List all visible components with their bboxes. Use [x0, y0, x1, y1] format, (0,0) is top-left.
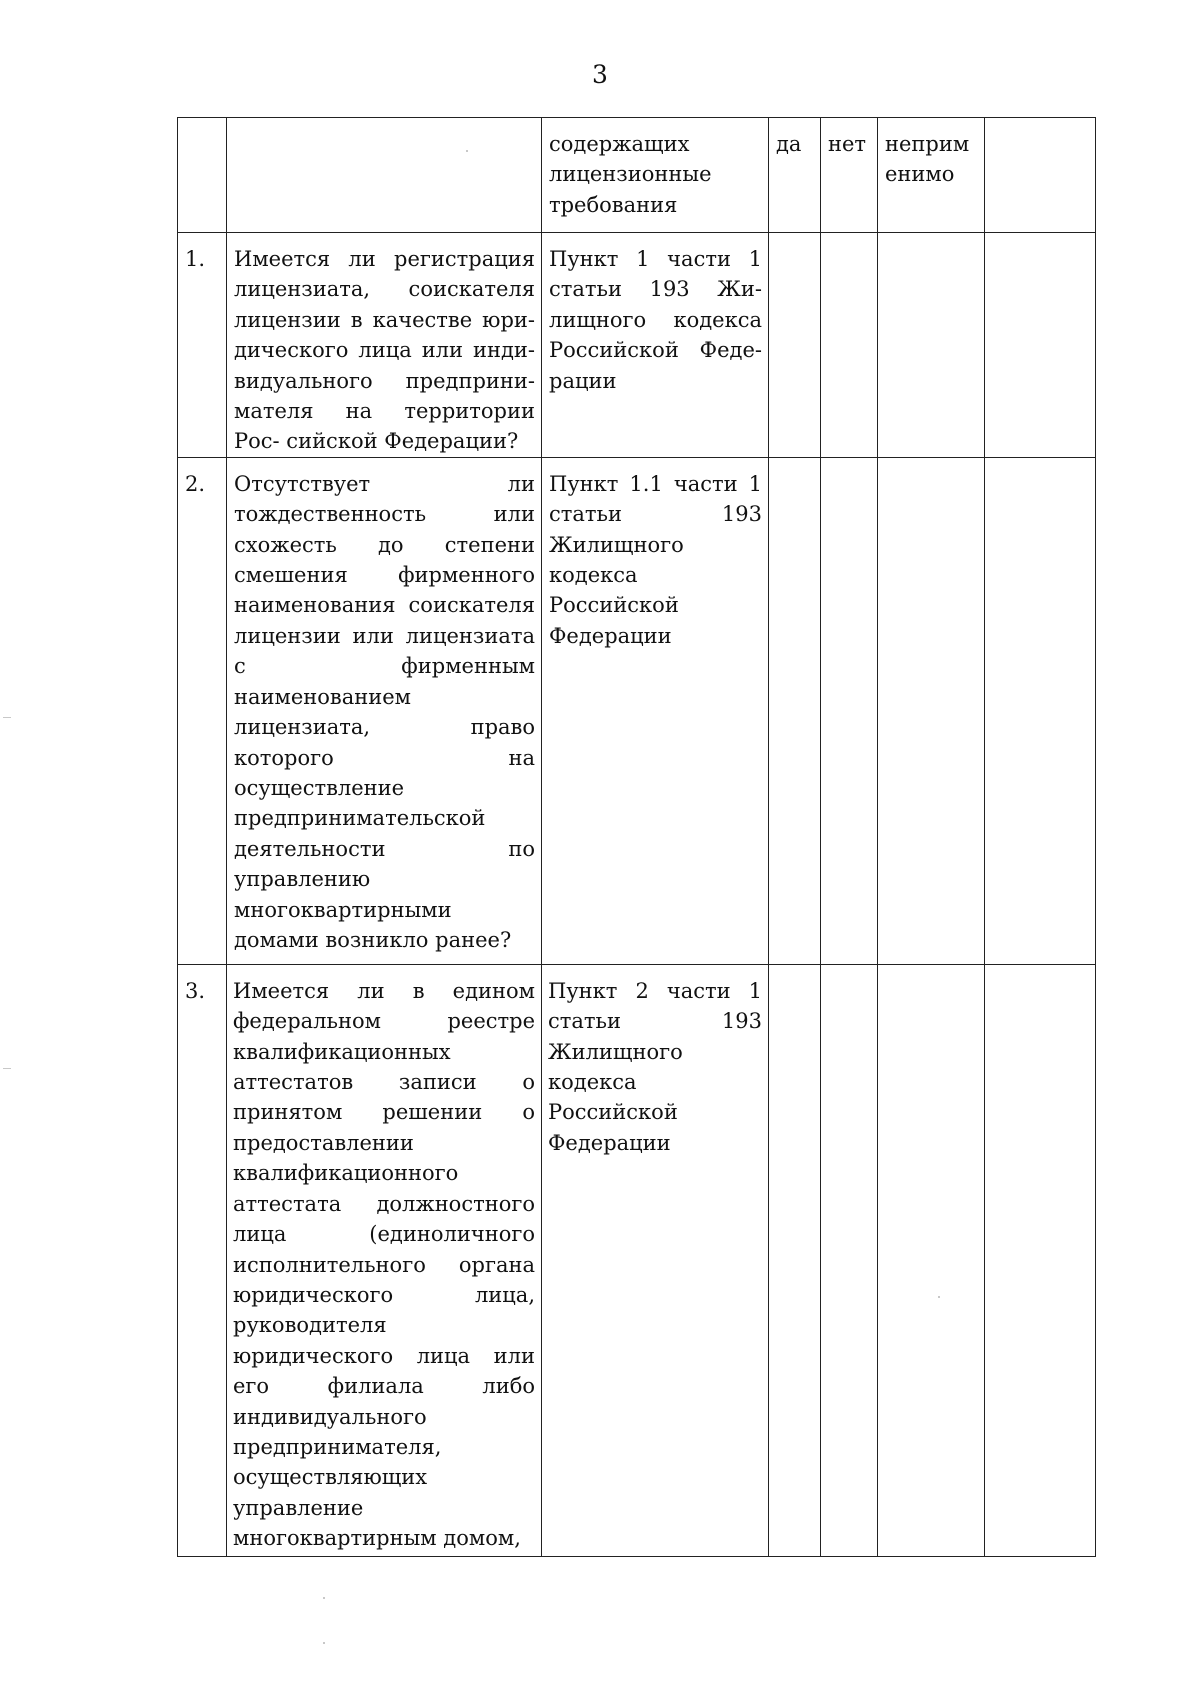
- row-legal-reference: Пункт 1.1 части 1 статьи 193 Жилищного кодекса Российской Федерации: [542, 457, 769, 964]
- row-not-applicable-cell: [878, 457, 985, 964]
- row-no-cell: [821, 964, 878, 1556]
- row-legal-reference: Пункт 1 части 1 статьи 193 Жи- лищного кодекса Российской Феде- рации: [542, 233, 769, 458]
- row-no-cell: [821, 233, 878, 458]
- row-yes-cell: [769, 964, 821, 1556]
- row-not-applicable-cell: [878, 964, 985, 1556]
- header-requirement-doc-cell: содержащих лицензионные требования: [542, 118, 769, 233]
- table-header-row: [178, 118, 1096, 233]
- row-yes-cell: [769, 233, 821, 458]
- row-number: 1.: [178, 233, 227, 458]
- header-yes-cell: да: [769, 118, 821, 233]
- scan-speck: [938, 1296, 940, 1298]
- scan-speck: [323, 1597, 325, 1599]
- row-question: Имеется ли регистрация лицензиата, соискателя лицензии в качестве юри- дического лица или инди- видуального предприни- мателя на территории Рос- сийской Федерации?: [227, 233, 542, 458]
- row-number: 3.: [178, 964, 227, 1556]
- row-question: Имеется ли в едином федеральном реестре квалификационных аттестатов записи о принятом решении о предоставлении квалификационного аттестата должностного лица (единоличного исполнительного органа юридического лица, руководителя юридического лица или его филиала либо индивидуального предпринимателя, осуществляющих управление многоквартирным домом,: [227, 964, 542, 1556]
- row-comment-cell: [985, 457, 1096, 964]
- scan-speck: [466, 150, 468, 152]
- row-comment-cell: [985, 964, 1096, 1556]
- scan-speck: [323, 1642, 325, 1644]
- table-row: [178, 964, 1096, 1556]
- row-question: Отсутствует ли тождественность или схожесть до степени смешения фирменного наименования соискателя лицензии или лицензиата с фирменным наименованием лицензиата, право которого на осуществление предпринимательской деятельности по управлению многоквартирными домами возникло ранее?: [227, 457, 542, 964]
- row-not-applicable-cell: [878, 233, 985, 458]
- row-no-cell: [821, 457, 878, 964]
- row-yes-cell: [769, 457, 821, 964]
- table-row: [178, 233, 1096, 458]
- page-number: 3: [592, 60, 608, 89]
- header-number-cell: [178, 118, 227, 233]
- license-requirements-table: [177, 117, 1096, 1557]
- header-no-cell: нет: [821, 118, 878, 233]
- row-number: 2.: [178, 457, 227, 964]
- row-comment-cell: [985, 233, 1096, 458]
- row-legal-reference: Пункт 2 части 1 статьи 193 Жилищного кодекса Российской Федерации: [542, 964, 769, 1556]
- scan-speck: [3, 717, 11, 718]
- header-comment-cell: [985, 118, 1096, 233]
- scan-speck: [3, 1068, 11, 1069]
- table-row: [178, 457, 1096, 964]
- header-not-applicable-cell: неприм енимо: [878, 118, 985, 233]
- header-question-cell: [227, 118, 542, 233]
